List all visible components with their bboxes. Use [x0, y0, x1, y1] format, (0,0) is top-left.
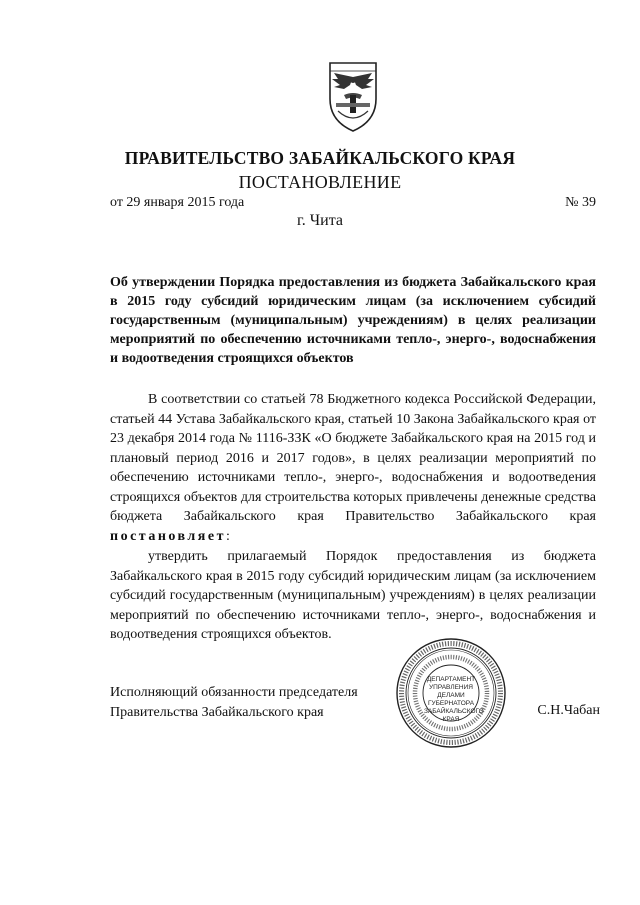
government-title: ПРАВИТЕЛЬСТВО ЗАБАЙКАЛЬСКОГО КРАЯ — [124, 148, 516, 168]
coat-of-arms-icon — [320, 55, 386, 133]
seal-center-text: ДЕПАРТАМЕНТ УПРАВЛЕНИЯ ДЕЛАМИ ГУБЕРНАТОРА ЗАБАЙКАЛЬСКОГО КРАЯ — [424, 676, 484, 723]
resolution-paragraph — [110, 547, 596, 645]
decree-word: постановляет — [110, 528, 226, 544]
document-number: № 39 — [565, 195, 596, 210]
preamble-text: В соответствии со статьей 78 Бюджетного кодекса Российской Федерации, статьей 44 Устава Забайкальского края, статьей 10 Закона Забайкальского края от 23 декабря 2014 года № 1116-ЗЗК «О бюджете Забайкальского края на 2015 год и плановый период 2016 и 2017 годов», в целях реализации мероприятий по обеспечению источниками тепло-, энерго-, водоснабжения и водоотведения строящихся объектов для строительства которых привлечены денежные средства бюджета Забайкальского края Правительство Забайкальского края — [110, 392, 596, 524]
document-city: г. Чита — [296, 212, 343, 229]
signer-position — [110, 683, 358, 723]
document-date: от 29 января 2015 года — [110, 195, 245, 210]
signer-position-line1: Исполняющий обязанности председателя — [110, 685, 358, 700]
signer-position-line2: Правительства Забайкальского края — [110, 705, 324, 720]
signer-name: С.Н.Чабан — [537, 703, 600, 718]
preamble-paragraph: В соответствии со статьей 78 Бюджетного кодекса Российской Федерации, статьей 44 Устава Забайкальского края, статьей 10 Закона Забайкальского края от 23 декабря 2014 года № 1116-ЗЗК «О бюджете Забайкальского края на 2015 год и плановый период 2016 и 2017 годов», в целях реализации мероприятий по обеспечению источниками тепло-, энерго-, водоснабжения и водоотведения строящихся объектов для строительства которых привлечены денежные средства бюджета Забайкальского края Правительство Забайкальского края постановляет: — [110, 392, 596, 544]
document-subject: Об утверждении Порядка предоставления из бюджета Забайкальского края в 2015 году субсидий юридическим лицам (за исключением субсидий государственным (муниципальным) учреждениям) в целях реализации мероприятий по обеспечению источниками тепло-, энерго-, водоснабжения и водоотведения строящихся объектов — [110, 275, 596, 366]
document-type: ПОСТАНОВЛЕНИЕ — [238, 172, 402, 192]
resolution-text: утвердить прилагаемый Порядок предоставления из бюджета Забайкальского края в 2015 году субсидий юридическим лицам (за исключением субсидий государственным (муниципальным) учреждениям) в целях реализации мероприятий по обеспечению источниками тепло-, энерго-, водоснабжения и водоотведения строящихся объектов. — [110, 549, 596, 642]
